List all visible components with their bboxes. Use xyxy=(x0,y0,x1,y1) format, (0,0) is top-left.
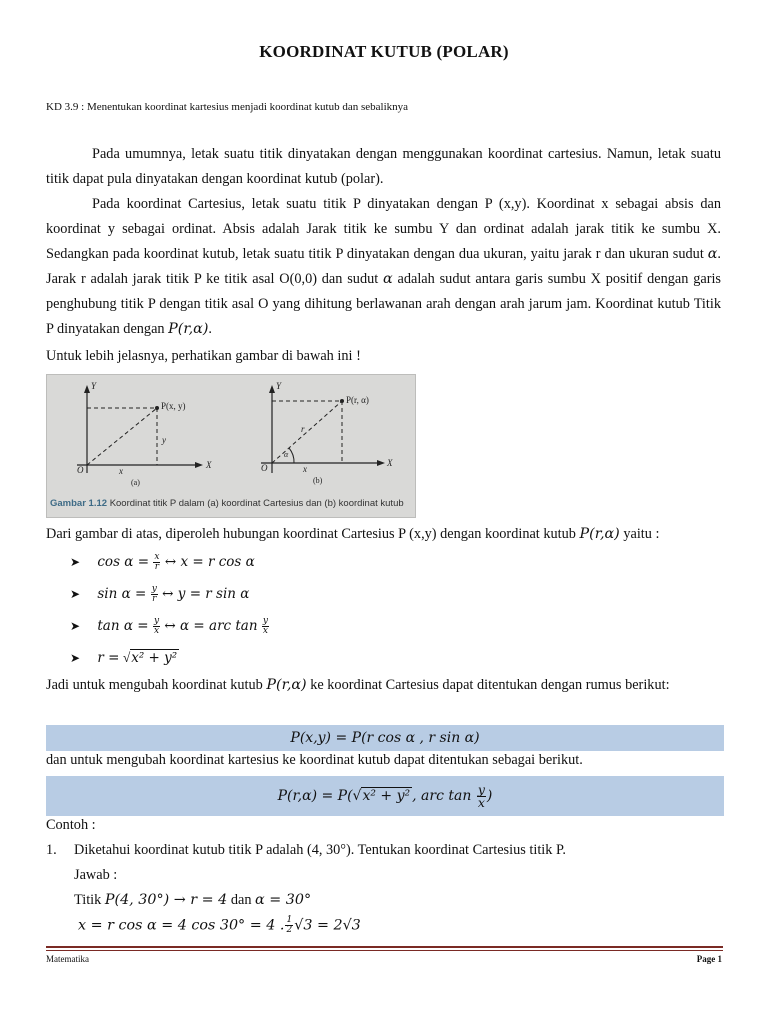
numerator: 1 xyxy=(286,915,293,925)
answer-line-1 xyxy=(74,892,311,909)
bullet-rhs: ↔ y = r sin α xyxy=(162,586,250,602)
bullet-lhs: r = xyxy=(97,650,120,666)
y-length-label: y xyxy=(162,435,166,445)
bullet-lhs: cos α = xyxy=(97,554,150,570)
answer-math: √3 = 2√3 xyxy=(294,917,361,934)
intro-p2-text-a: Pada koordinat Cartesius, letak suatu titik P dinyatakan dengan P (x,y). Koordinat x sebagai absis dan koordinat y sebagai ordinat. Absis adalah Jarak titik ke sumbu Y dan ordinat adalah jarak titik ke sumbu X. Sedangkan pada koordinat kutub, letak suatu titik P dinyatakan dengan dua ukuran, yaitu jarak r dan ukuran sudut xyxy=(46,196,721,262)
footer-divider-thin xyxy=(46,950,723,951)
intro-p2-text-b: . Jarak r adalah jarak titik P ke titik asal O(0,0) dan sudut xyxy=(46,246,721,287)
intro-p1-text: Pada umumnya, letak suatu titik dinyatakan dengan menggunakan koordinat cartesius. Namun, letak suatu titik dapat pula dinyatakan dengan koordinat kutub (polar). xyxy=(46,146,721,187)
answer-math: α = 30° xyxy=(255,892,312,908)
formula2-end: ) xyxy=(486,788,493,804)
denominator: 2 xyxy=(286,925,293,935)
polar-notation: P(r,α) xyxy=(168,321,209,337)
intro-p2-text-d: . xyxy=(208,321,212,337)
answer-label: Jawab : xyxy=(74,867,118,883)
denominator: r xyxy=(152,594,157,605)
bullet-arrow-icon: ➤ xyxy=(70,555,81,569)
intro-paragraph-2 xyxy=(46,192,721,342)
page-number: Page 1 xyxy=(696,954,722,964)
angle-label: α xyxy=(284,450,289,459)
bullet-radius xyxy=(70,645,179,671)
bullet-tan xyxy=(70,613,270,639)
intro-paragraph-3: Untuk lebih jelasnya, perhatikan gambar di bawah ini ! xyxy=(46,348,361,364)
sqrt-symbol: √ xyxy=(352,788,362,804)
example-label: Contoh : xyxy=(46,817,96,833)
footer-divider xyxy=(46,946,723,948)
example-question: Diketahui koordinat kutub titik P adalah (4, 30°). Tentukan koordinat Cartesius titik P. xyxy=(74,842,566,858)
bullet-mid: ↔ α = arc tan xyxy=(164,618,258,634)
y-axis-label: Y xyxy=(91,381,97,391)
answer-math: x = r cos α = 4 cos 30° = 4 . xyxy=(78,917,285,934)
bullet-lhs: tan α = xyxy=(97,618,149,634)
answer-math: P(4, 30°) → r = 4 xyxy=(104,892,228,908)
figure-caption xyxy=(50,498,404,509)
bullet-cos xyxy=(70,549,255,575)
answer-text: Titik xyxy=(74,892,105,908)
intro-paragraph-1 xyxy=(46,142,721,192)
x-length-label: x xyxy=(119,466,123,476)
bullet-arrow-icon: ➤ xyxy=(70,619,81,633)
subfigure-label: (a) xyxy=(131,478,140,487)
example-number: 1. xyxy=(46,842,57,858)
relation-intro xyxy=(46,522,721,547)
caption-label: Gambar 1.12 xyxy=(50,498,108,509)
fraction xyxy=(151,585,158,604)
intro-p2-text-c: adalah sudut antara garis sumbu X positif dengan garis penghubung titik P dengan titik asal O yang dihitung berlawanan arah dengan arah jarum jam. Koordinat kutub Titik P dinyatakan dengan xyxy=(46,271,721,337)
subfigure-label: (b) xyxy=(313,476,323,485)
bullet-arrow-icon: ➤ xyxy=(70,651,81,665)
radicand: x² + y² xyxy=(131,650,178,666)
cartesian-diagram xyxy=(77,381,212,487)
radicand: x² + y² xyxy=(362,788,411,804)
bullet-rhs: ↔ x = r cos α xyxy=(164,554,255,570)
bullet-sin xyxy=(70,581,249,607)
denominator: r xyxy=(154,562,160,573)
denominator: x xyxy=(262,626,268,637)
bullet-arrow-icon: ➤ xyxy=(70,587,81,601)
origin-label: O xyxy=(77,465,84,475)
fraction xyxy=(285,916,293,935)
fraction xyxy=(153,617,160,636)
alpha-symbol: α xyxy=(383,271,393,287)
caption-text: Koordinat titik P dalam (a) koordinat Cartesius dan (b) koordinat kutub xyxy=(109,498,404,509)
relation-text-a: Dari gambar di atas, diperoleh hubungan koordinat Cartesius P (x,y) dengan koordinat kutub xyxy=(46,526,580,542)
numerator: y xyxy=(477,781,485,797)
jadi-text-a: Jadi untuk mengubah koordinat kutub xyxy=(46,677,267,693)
origin-label: O xyxy=(261,463,268,473)
fraction xyxy=(153,553,160,572)
numerator: y xyxy=(151,584,157,595)
kd-statement: KD 3.9 : Menentukan koordinat kartesius menjadi koordinat kutub dan sebaliknya xyxy=(46,101,409,113)
y-axis-label: Y xyxy=(276,381,282,391)
formula-polar-to-cartesian: P(x,y) = P(r cos α , r sin α) xyxy=(46,725,724,751)
jadi-text-b: ke koordinat Cartesius dapat ditentukan dengan rumus berikut: xyxy=(306,677,670,693)
x-axis-label: X xyxy=(387,458,393,468)
x-length-label: x xyxy=(303,464,307,474)
radius-label: r xyxy=(301,424,305,434)
numerator: x xyxy=(154,552,160,563)
sqrt-symbol: √ xyxy=(122,650,131,665)
polar-diagram xyxy=(261,381,393,485)
fraction xyxy=(262,617,269,636)
alpha-symbol: α xyxy=(707,246,718,262)
x-axis-label: X xyxy=(206,460,212,470)
page-title: KOORDINAT KUTUB (POLAR) xyxy=(259,42,509,61)
numerator: y xyxy=(153,616,160,627)
fraction xyxy=(477,781,486,810)
coordinate-figure xyxy=(46,374,416,518)
point-label: P(r, α) xyxy=(346,395,369,405)
polar-notation: P(r,α) xyxy=(579,526,620,542)
relation-text-b: yaitu : xyxy=(619,526,660,542)
numerator: y xyxy=(262,616,269,627)
formula-cartesian-to-polar xyxy=(46,776,724,816)
answer-line-2 xyxy=(78,916,361,935)
formula2-mid: , arc tan xyxy=(412,788,472,804)
bullet-lhs: sin α = xyxy=(97,586,147,602)
denominator: x xyxy=(477,794,485,810)
answer-text: dan xyxy=(227,892,256,908)
dan-line: dan untuk mengubah koordinat kartesius ke koordinat kutub dapat ditentukan sebagai berikut. xyxy=(46,752,583,768)
footer-subject: Matematika xyxy=(46,954,89,964)
denominator: x xyxy=(153,626,160,637)
polar-notation: P(r,α) xyxy=(266,677,307,693)
formula2-lhs: P(r,α) = P( xyxy=(277,788,353,804)
point-label: P(x, y) xyxy=(161,401,186,411)
jadi-paragraph xyxy=(46,673,721,698)
